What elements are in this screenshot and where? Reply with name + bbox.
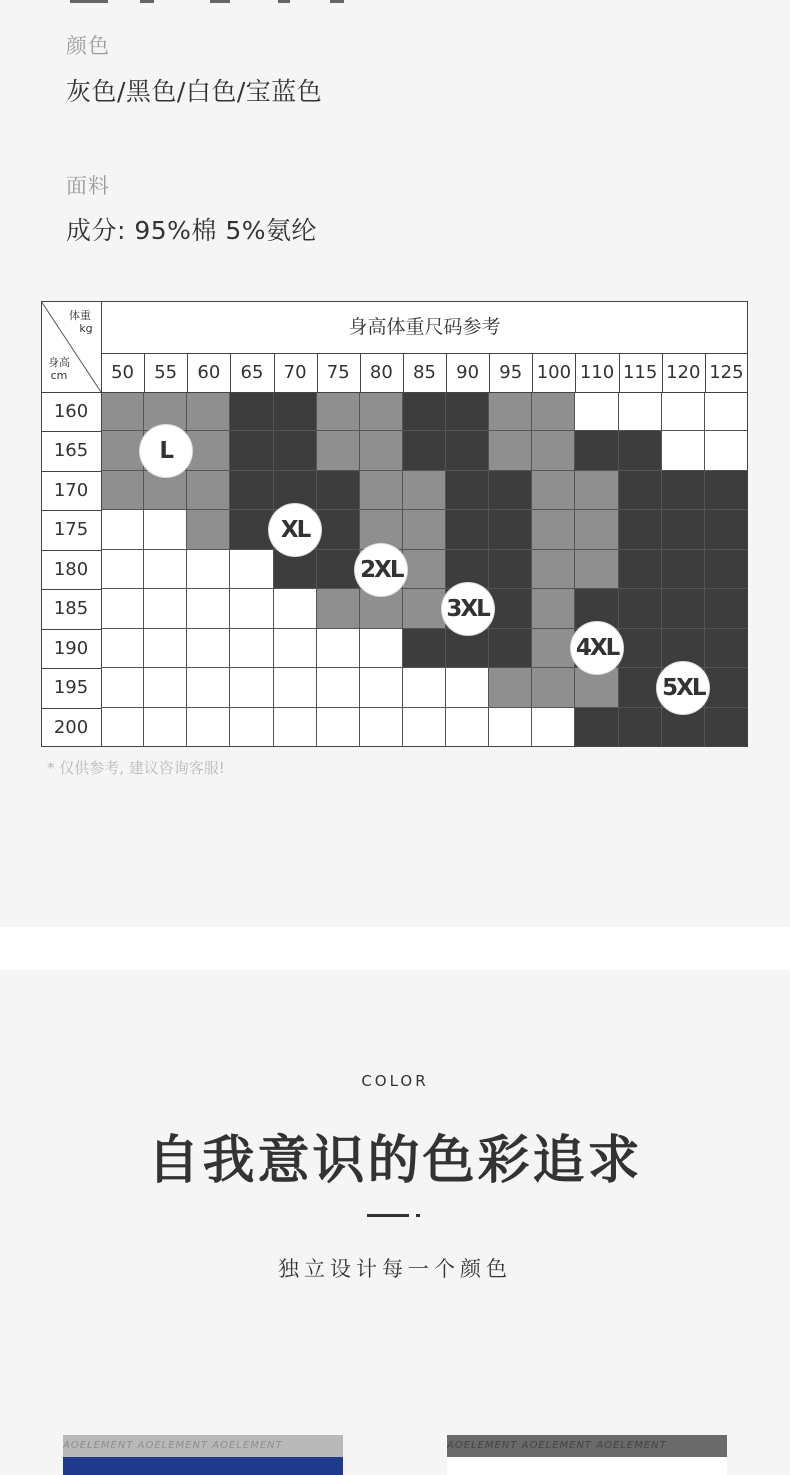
size-cell <box>274 589 317 628</box>
grid-line <box>101 301 102 747</box>
size-cell <box>187 668 230 707</box>
size-cell <box>144 668 187 707</box>
weight-col-header: 75 <box>326 362 350 383</box>
size-cell <box>403 431 446 470</box>
size-cell <box>575 510 618 549</box>
headline-divider-dot <box>416 1214 420 1217</box>
grid-line <box>41 589 101 590</box>
size-cell <box>446 510 489 549</box>
section-divider-band <box>0 927 790 970</box>
size-cell <box>662 510 705 549</box>
weight-col-header: 120 <box>666 362 701 383</box>
height-row-header: 165 <box>53 440 89 462</box>
weight-header-unit: kg <box>79 322 93 335</box>
size-cell <box>187 392 230 431</box>
size-cell <box>446 392 489 431</box>
size-cell <box>705 471 748 510</box>
size-cell <box>403 589 446 628</box>
weight-col-header: 60 <box>197 362 221 383</box>
chart-title: 身高体重尺码参考 <box>348 316 501 338</box>
size-cell <box>187 629 230 668</box>
size-cell <box>144 510 187 549</box>
grid-line <box>101 353 748 354</box>
size-cell <box>101 589 144 628</box>
headline-divider <box>367 1214 409 1217</box>
size-cell <box>187 708 230 747</box>
size-cell <box>230 471 273 510</box>
section-headline: 自我意识的色彩追求 <box>147 1131 643 1191</box>
height-row-header: 180 <box>53 558 89 580</box>
waistband: AOELEMENT AOELEMENT AOELEMENT <box>447 1435 727 1457</box>
size-cell <box>403 510 446 549</box>
size-cell <box>705 589 748 628</box>
cropped-text-fragment <box>330 0 344 3</box>
grid-line <box>41 746 748 747</box>
size-badge: 3XL <box>442 583 494 635</box>
size-cell <box>144 708 187 747</box>
height-row-header: 185 <box>53 598 89 620</box>
size-cell <box>274 708 317 747</box>
chart-note: * 仅供参考, 建议咨询客服! <box>47 759 225 777</box>
size-cell <box>662 589 705 628</box>
grid-line <box>41 668 101 669</box>
grid-line <box>230 353 231 392</box>
color-label: 颜色 <box>66 34 110 58</box>
weight-col-header: 50 <box>111 362 135 383</box>
size-cell <box>317 708 360 747</box>
grid-line <box>489 353 490 392</box>
size-cell <box>360 431 403 470</box>
size-cell <box>619 708 662 747</box>
size-cell <box>230 392 273 431</box>
size-cell <box>274 392 317 431</box>
cropped-text-fragment <box>140 0 154 3</box>
size-badge: L <box>140 425 192 477</box>
size-cell <box>705 510 748 549</box>
size-cell <box>230 589 273 628</box>
size-cell <box>446 471 489 510</box>
grid-line <box>41 629 101 630</box>
weight-col-header: 110 <box>579 362 615 383</box>
grid-line <box>144 353 145 392</box>
waistband: AOELEMENT AOELEMENT AOELEMENT <box>63 1435 343 1457</box>
height-header-unit: cm <box>50 369 68 382</box>
fabric-label: 面料 <box>66 174 110 198</box>
grid-line <box>575 353 576 392</box>
size-cell <box>532 708 575 747</box>
size-cell <box>532 589 575 628</box>
size-cell <box>619 589 662 628</box>
size-cell <box>489 708 532 747</box>
size-badge: 5XL <box>657 662 709 714</box>
weight-col-header: 85 <box>413 362 436 383</box>
size-cell <box>489 392 532 431</box>
grid-line <box>403 353 404 392</box>
size-cell <box>360 471 403 510</box>
fabric-area <box>447 1457 727 1475</box>
size-cell <box>101 708 144 747</box>
size-cell <box>360 668 403 707</box>
size-cell <box>662 392 705 431</box>
size-cell <box>489 668 532 707</box>
grid-line <box>662 353 663 392</box>
grid-line <box>532 353 533 392</box>
size-cell <box>101 510 144 549</box>
size-badge: 2XL <box>355 544 407 596</box>
size-cell <box>360 392 403 431</box>
size-cell <box>317 471 360 510</box>
size-cell <box>317 510 360 549</box>
section-eyebrow: COLOR <box>361 1072 429 1090</box>
size-cell <box>575 471 618 510</box>
weight-col-header: 80 <box>369 362 393 383</box>
grid-line <box>41 471 101 472</box>
size-cell <box>705 550 748 589</box>
cropped-text-fragment <box>70 0 108 3</box>
size-cell <box>446 708 489 747</box>
size-cell <box>446 431 489 470</box>
size-cell <box>274 668 317 707</box>
size-cell <box>705 392 748 431</box>
size-cell <box>403 708 446 747</box>
grid-line <box>619 353 620 392</box>
size-cell <box>144 550 187 589</box>
size-cell <box>575 392 618 431</box>
size-cell <box>662 431 705 470</box>
size-cell <box>532 392 575 431</box>
size-cell <box>274 629 317 668</box>
size-cell <box>532 550 575 589</box>
size-cell <box>489 589 532 628</box>
size-chart-table <box>41 301 748 747</box>
cropped-text-fragment <box>210 0 230 3</box>
grid-line <box>41 431 101 432</box>
size-cell <box>619 392 662 431</box>
size-cell <box>360 708 403 747</box>
size-cell <box>619 550 662 589</box>
size-cell <box>230 668 273 707</box>
height-row-header: 190 <box>53 637 89 659</box>
size-cell <box>144 629 187 668</box>
size-cell <box>230 431 273 470</box>
color-value: 灰色/黑色/白色/宝蓝色 <box>66 77 323 106</box>
cropped-text-fragment <box>278 0 290 3</box>
size-cell <box>619 471 662 510</box>
size-cell <box>489 471 532 510</box>
height-row-header: 195 <box>53 677 89 699</box>
size-cell <box>403 550 446 589</box>
size-cell <box>489 550 532 589</box>
size-cell <box>317 589 360 628</box>
weight-col-header: 115 <box>622 362 658 383</box>
size-cell <box>187 589 230 628</box>
size-cell <box>230 550 273 589</box>
weight-col-header: 90 <box>456 362 480 383</box>
size-cell <box>575 708 618 747</box>
size-cell <box>446 668 489 707</box>
size-cell <box>101 629 144 668</box>
grid-line <box>41 301 42 747</box>
size-cell <box>575 431 618 470</box>
size-cell <box>101 668 144 707</box>
size-badge: 4XL <box>571 622 623 674</box>
size-cell <box>187 510 230 549</box>
size-badge: XL <box>269 504 321 556</box>
height-row-header: 160 <box>53 401 89 422</box>
size-cell <box>317 629 360 668</box>
size-cell <box>230 510 273 549</box>
weight-col-header: 70 <box>283 362 307 383</box>
fabric-value: 成分: 95%棉 5%氨纶 <box>66 216 318 245</box>
grid-line <box>360 353 361 392</box>
color-section <box>0 970 790 1471</box>
size-cell <box>403 668 446 707</box>
size-cell <box>532 510 575 549</box>
size-cell <box>101 471 144 510</box>
size-cell <box>144 589 187 628</box>
size-cell <box>532 471 575 510</box>
weight-header-label: 体重 <box>69 309 91 322</box>
weight-col-header: 65 <box>240 362 264 383</box>
size-cell <box>705 708 748 747</box>
size-cell <box>403 471 446 510</box>
size-cell <box>317 392 360 431</box>
size-cell <box>619 510 662 549</box>
height-row-header: 175 <box>53 519 89 541</box>
size-cell <box>317 431 360 470</box>
size-cell <box>187 550 230 589</box>
weight-col-header: 55 <box>154 362 178 383</box>
product-swatch-blue[interactable] <box>63 1435 343 1475</box>
grid-line <box>41 510 101 511</box>
size-cell <box>575 550 618 589</box>
fabric-area <box>63 1457 343 1475</box>
size-cell <box>532 629 575 668</box>
grid-line <box>41 708 101 709</box>
size-cell <box>705 629 748 668</box>
size-cell <box>705 431 748 470</box>
grid-line <box>274 353 275 392</box>
size-cell <box>360 629 403 668</box>
size-cell <box>101 550 144 589</box>
size-cell <box>403 392 446 431</box>
height-row-header: 170 <box>53 479 89 501</box>
size-cell <box>187 471 230 510</box>
size-cell <box>662 471 705 510</box>
size-cell <box>705 668 748 707</box>
size-cell <box>230 629 273 668</box>
size-cell <box>101 392 144 431</box>
size-cell <box>575 668 618 707</box>
weight-col-header: 95 <box>499 362 523 383</box>
size-cell <box>532 431 575 470</box>
grid-line <box>317 353 318 392</box>
size-cell <box>274 431 317 470</box>
size-cell <box>489 629 532 668</box>
grid-line <box>446 353 447 392</box>
size-cell <box>317 550 360 589</box>
height-header-label: 身高 <box>48 356 70 369</box>
height-row-header: 200 <box>53 716 89 738</box>
weight-col-header: 125 <box>709 362 744 383</box>
size-cell <box>489 510 532 549</box>
grid-line <box>747 301 748 747</box>
size-cell <box>230 708 273 747</box>
size-cell <box>619 629 662 668</box>
grid-line <box>41 301 748 302</box>
size-cell <box>101 431 144 470</box>
size-cell <box>532 668 575 707</box>
grid-line <box>41 392 748 393</box>
size-cell <box>489 431 532 470</box>
grid-line <box>705 353 706 392</box>
grid-line <box>41 550 101 551</box>
size-cell <box>403 629 446 668</box>
size-cell <box>619 431 662 470</box>
grid-line <box>187 353 188 392</box>
size-cell <box>187 431 230 470</box>
size-cell <box>619 668 662 707</box>
size-cell <box>317 668 360 707</box>
section-subline: 独立设计每一个颜色 <box>278 1257 512 1281</box>
product-swatch-white[interactable] <box>447 1435 727 1475</box>
weight-col-header: 100 <box>536 362 572 383</box>
size-cell <box>662 550 705 589</box>
